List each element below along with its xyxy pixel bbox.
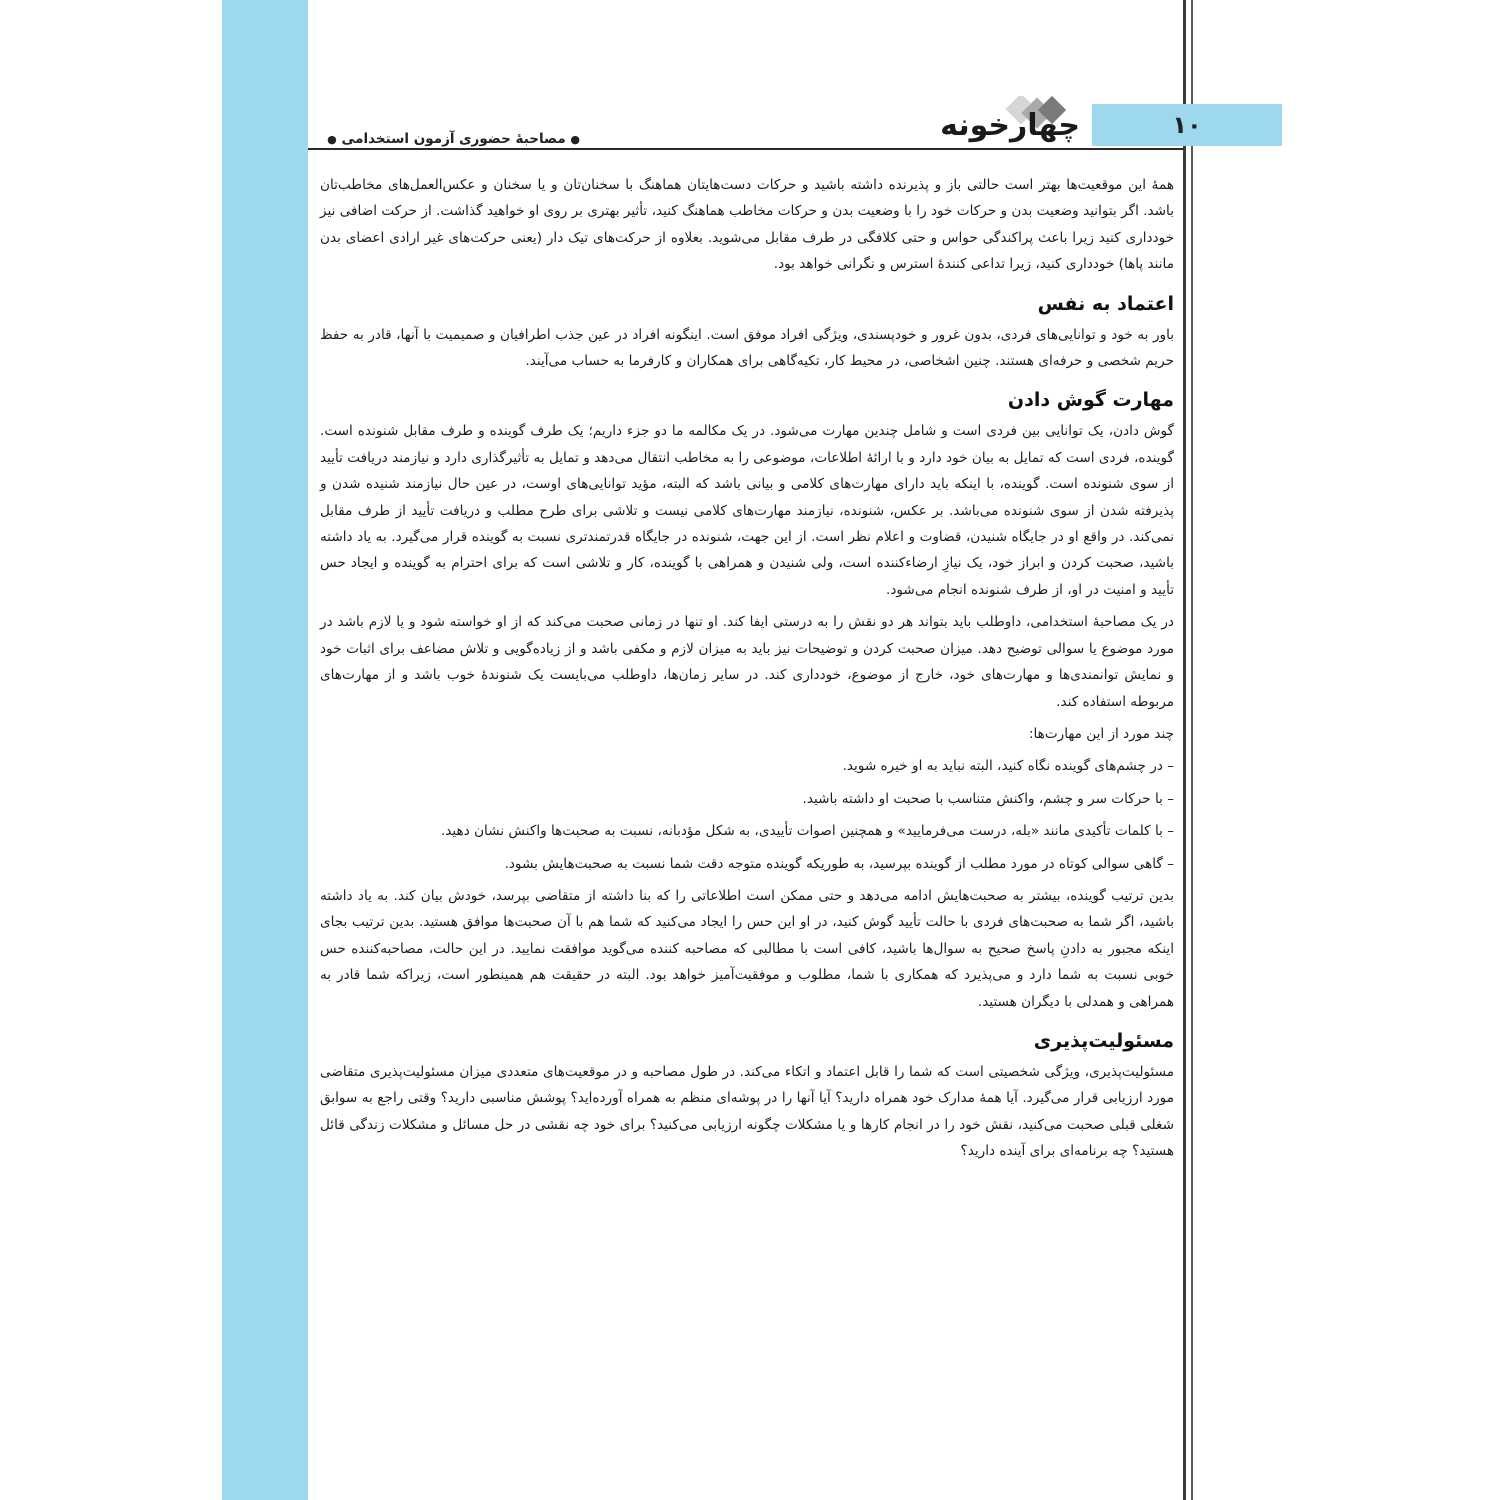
- running-head-title: مصاحبهٔ حضوری آزمون استخدامی: [341, 131, 566, 147]
- running-head: [327, 131, 580, 151]
- paragraph: گوش دادن، یک توانایی بین فردی است و شامل چندین مهارت می‌شود. در یک مکالمه ما دو جزء داریم؛ یک طرف گوینده و طرف مقابل شنونده است. گوینده، فردی است که تمایل به بیان خود دارد و با ارائهٔ اطلاعات، موضوعی را به مخاطب انتقال می‌دهد و تمایل به تأثیرگذاری دارد و نیازمند دریافت تأیید از سوی شنونده است. گوینده، با اینکه باید دارای مهارت‌های کلامی و بیانی باشد که البته، مؤید توانایی‌های اوست، در عین حال نیازمند شنیده شدن و پذیرفته شدن از سوی شنونده می‌باشد. بر عکس، شنونده، نیازمند مهارت‌های کلامی نیست و تلاشی برای طرح مطلب و دریافت تأیید از طرف مقابل نمی‌کند. در واقع او در جایگاه شنیدن، قضاوت و اعلام نظر است. از این جهت، شنونده در جایگاه قدرتمندتری نسبت به گوینده قرار می‌گیرد. به یاد داشته باشید، صحبت کردن و ابراز خود، یک نیازِ ارضاءکننده است، ولی شنیدن و همراهی با گوینده، کار و تلاشی است که برای احترام به گوینده و ایجاد حس تأیید و امنیت در او، از طرف شنونده انجام می‌شود.: [320, 423, 1174, 598]
- list-item: – با کلمات تأکیدی مانند «بله، درست می‌فرمایید» و همچنین اصوات تأییدی، به شکل مؤدبانه، نسبت به صحبت‌ها واکنش نشان دهید.: [440, 823, 1174, 840]
- section-heading-responsibility: مسئولیت‌پذیری: [1033, 1029, 1174, 1052]
- section-heading-listening: مهارت گوش دادن: [1007, 389, 1174, 412]
- page-spine-line-inner: [1191, 0, 1193, 1500]
- list-item: – با حرکات سر و چشم، واکنش متناسب با صحبت او داشته باشید.: [802, 790, 1174, 807]
- page-number: ۱۰: [1092, 104, 1282, 146]
- paragraph: در یک مصاحبهٔ استخدامی، داوطلب باید بتواند هر دو نقش را به درستی ایفا کند. او تنها در زمانی صحبت می‌کند که از او خواسته شود و یا لازم باشد در مورد موضوع یا سوالی توضیح دهد. میزان صحبت کردن و توضیحات نیز باید به میزان لازم و مکفی باشد و از زیاده‌گویی و تلاش مضاعف برای اثبات خود و نمایش توانمندی‌ها و مهارت‌های خود، خارج از موضوع، خودداری کند. در سایر زمان‌ها، داوطلب می‌بایست یک شنوندهٔ خوب باشد و از مهارت‌های مربوطه استفاده کند.: [320, 614, 1174, 710]
- bullet-dot-icon: ●: [570, 133, 580, 146]
- list-item: – گاهی سوالی کوتاه در مورد مطلب از گوینده بپرسید، به طوریکه گوینده متوجه دقت شما نسبت به صحبت‌هایش بشود.: [504, 855, 1174, 872]
- paragraph: باور به خود و توانایی‌های فردی، بدون غرور و خودپسندی، ویژگی افراد موفق است. اینگونه افراد در عین جذب اطرافیان و صمیمیت با آنها، قادر به حفظ حریم شخصی و حرفه‌ای هستند. چنین اشخاصی، در محیط کار، تکیه‌گاهی برای همکاران و کارفرما به حساب می‌آیند.: [320, 326, 1174, 370]
- bullet-dot-icon: ●: [327, 133, 337, 146]
- paragraph: مسئولیت‌پذیری، ویژگی شخصیتی است که شما را قابل اعتماد و اتکاء می‌کند. در طول مصاحبه و در موقعیت‌های متعددی میزان مسئولیت‌پذیری متقاضی مورد ارزیابی قرار می‌گیرد. آیا همهٔ مدارک خود همراه دارید؟ آیا آنها را در پوشه‌ای منظم به همراه آورده‌اید؟ پوشش مناسبی دارید؟ وقتی راجع به سوابق شغلی قبلی صحبت می‌کنید، نقش خود را در انجام کارها و یا مشکلات چگونه ارزیابی می‌کنید؟ برای خود چه نقشی در حل مسائل و مشکلات زندگی قائل هستید؟ چه برنامه‌ای برای آینده دارید؟: [320, 1063, 1174, 1160]
- section-heading-confidence: اعتماد به نفس: [1037, 292, 1174, 315]
- paragraph: بدین ترتیب گوینده، بیشتر به صحبت‌هایش ادامه می‌دهد و حتی ممکن است اطلاعاتی را که بنا داشته از متقاضی بپرسد، خودش بیان کند. به یاد داشته باشید، اگر شما به صحبت‌های فردی با حالت تأیید گوش کنید، در او این حس را ایجاد می‌کنید که شما هم با آن صحبت‌ها موافق هستید. بدین ترتیب بجای اینکه مجبور به دادنِ پاسخ صحیح به سوال‌ها باشید، کافی است با مطالبی که مصاحبه کننده می‌گوید موافقت نمایید. در این حالت، مصاحبه‌کننده حس خوبی نسبت به شما دارد و می‌پذیرد که همکاری با شما، مطلوب و موفقیت‌آمیز خواهد بود. البته در حقیقت هم همینطور است، زیراکه شما قادر به همراهی و همدلی با دیگران هستید.: [320, 887, 1174, 1010]
- page-spine-line: [1183, 0, 1186, 1500]
- page-body: [320, 172, 1174, 1171]
- left-color-band: [222, 0, 308, 1500]
- list-item: – در چشم‌های گوینده نگاه کنید، البته نباید به او خیره شوید.: [842, 758, 1174, 775]
- brand-name: چهارخونه: [940, 108, 1080, 143]
- paragraph: چند مورد از این مهارت‌ها:: [1028, 725, 1174, 742]
- paragraph: همهٔ این موقعیت‌ها بهتر است حالتی باز و پذیرنده داشته باشید و حرکات دست‌هایتان هماهنگ با سخنان‌تان و یا سخنان و عکس‌العمل‌های مخاطب‌تان باشد. اگر بتوانید وضعیت بدن و حرکات خود را با وضعیت بدن و حرکات مخاطب هماهنگ کنید، تأثیر بهتری بر روی او خواهید گذاشت. از حرکت اضافی نیز خودداری کنید زیرا باعث پراکندگی حواس و حتی کلافگی در طرف مقابل می‌شوید. بعلاوه از حرکت‌های تیک دار (یعنی حرکت‌های غیر ارادی اعضای بدن مانند پاها) خودداری کنید، زیرا تداعی کنندهٔ استرس و نگرانی خواهد بود.: [320, 177, 1174, 273]
